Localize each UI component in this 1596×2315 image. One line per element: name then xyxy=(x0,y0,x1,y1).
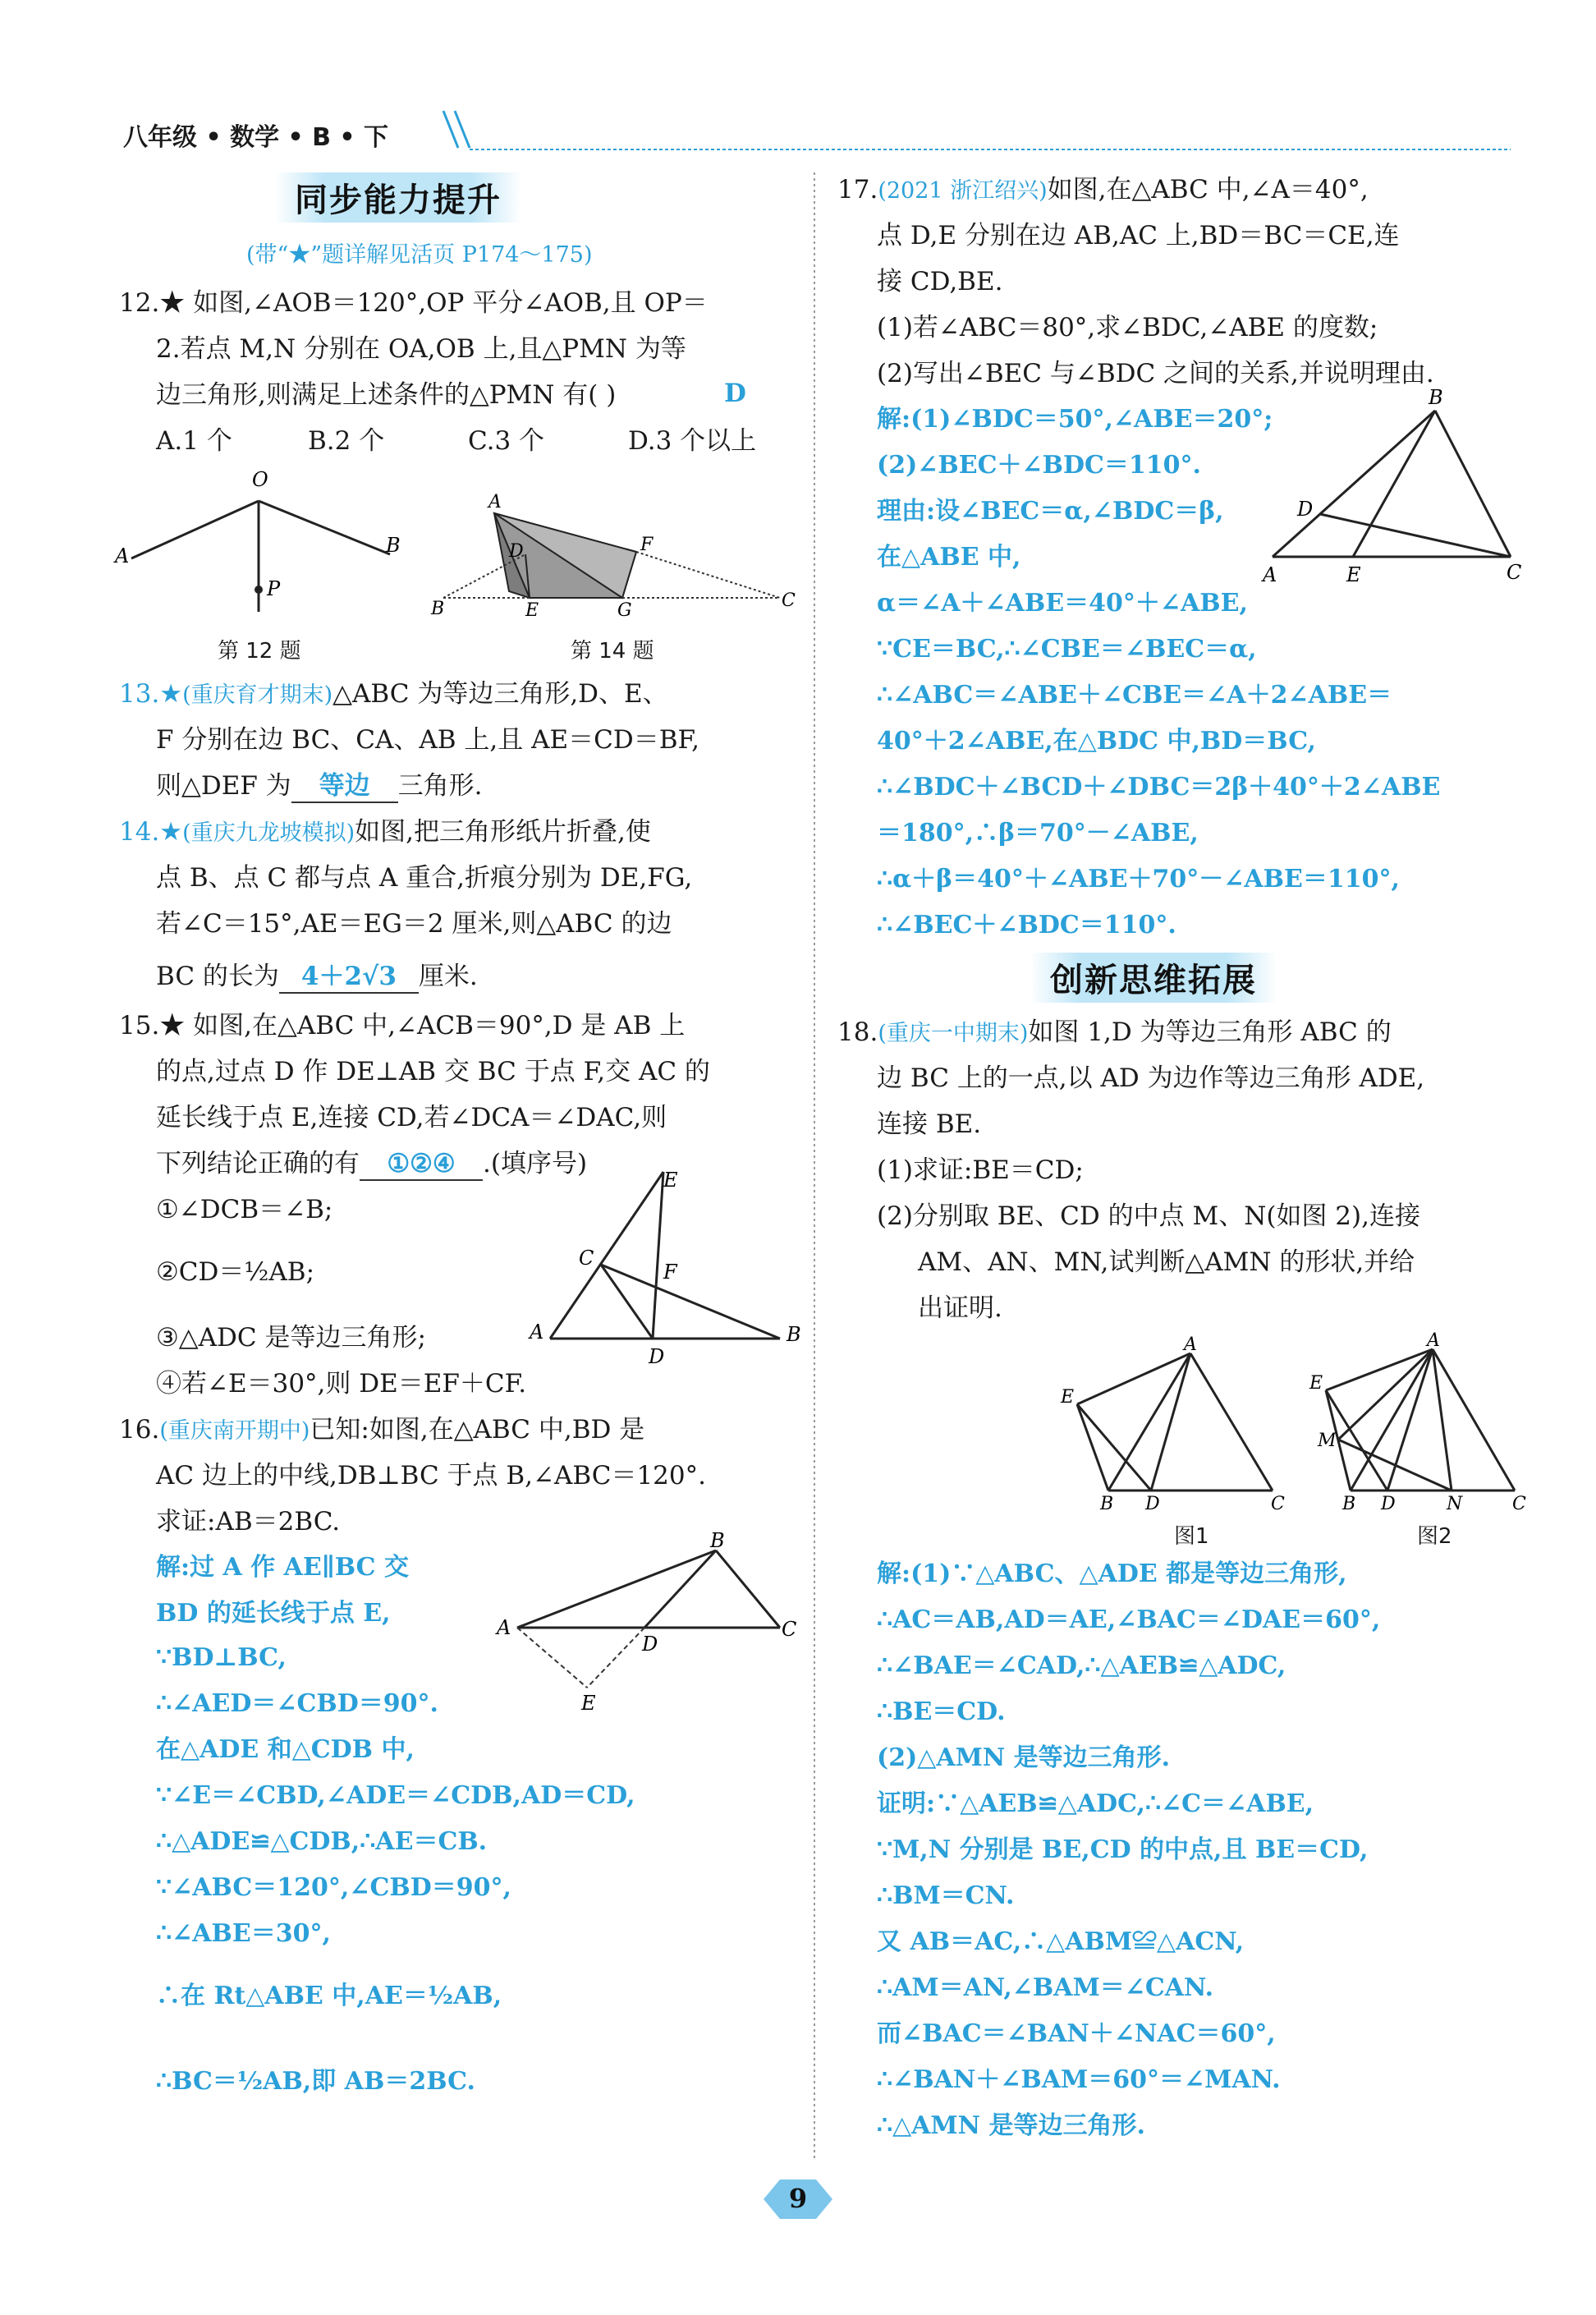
q18-sol-12: ∴∠BAN＋∠BAM＝60°＝∠MAN. xyxy=(877,2065,1281,2094)
q17-sol-1: 解:(1)∠BDC＝50°,∠ABE＝20°; xyxy=(877,405,1273,434)
q15-line-2: 的点,过点 D 作 DE⊥AB 交 BC 于点 F,交 AC 的 xyxy=(156,1057,710,1086)
q18-fig2-label-d: D xyxy=(1381,1494,1396,1514)
q14-text-4: BC 的长为 xyxy=(156,962,279,991)
q18-fig2-label-c: C xyxy=(1512,1494,1526,1514)
q17-line-4: (1)若∠ABC＝80°,求∠BDC,∠ABE 的度数; xyxy=(877,313,1378,342)
section-title-innovation: 创新思维拓展 xyxy=(1030,953,1277,1003)
q18-fig1-label-e: E xyxy=(1061,1387,1075,1408)
q15-label-c: C xyxy=(579,1247,594,1270)
q16-text-1: 已知:如图,在△ABC 中,BD 是 xyxy=(310,1415,645,1445)
header-rule xyxy=(443,107,1519,156)
q18-sol-6: 证明:∵△AEB≌△ADC,∴∠C＝∠ABE, xyxy=(877,1789,1314,1818)
q14-label-d: D xyxy=(509,541,524,562)
q12-option-a: A.1 个 xyxy=(156,426,232,456)
q16-line-3: 求证:AB＝2BC. xyxy=(156,1507,341,1536)
q18-fig1-label-b: B xyxy=(1100,1494,1114,1514)
q18-line-5: (2)分别取 BE、CD 的中点 M、N(如图 2),连接 xyxy=(877,1201,1420,1231)
q18-sol-1: 解:(1)∵△ABC、△ADE 都是等边三角形, xyxy=(877,1559,1347,1588)
q17-source: (2021 浙江绍兴) xyxy=(878,178,1048,204)
q16-label-e: E xyxy=(581,1692,596,1715)
q18-sol-11: 而∠BAC＝∠BAN＋∠NAC＝60°, xyxy=(877,2019,1276,2048)
q12-option-d: D.3 个以上 xyxy=(628,426,757,456)
q17-line-5: (2)写出∠BEC 与∠BDC 之间的关系,并说明理由. xyxy=(877,359,1434,388)
q12-label-b: B xyxy=(386,534,401,557)
q13-text-3: 则△DEF 为 xyxy=(156,771,291,801)
page-number: 9 xyxy=(788,2183,808,2214)
figure-q18-2 xyxy=(1305,1330,1535,1514)
q13-text-4: 三角形. xyxy=(397,771,483,801)
q18-line-3: 连接 BE. xyxy=(877,1109,982,1139)
q16-sol-2: BD 的延长线于点 E, xyxy=(156,1599,391,1628)
q16-label-c: C xyxy=(782,1618,797,1641)
q15-text-4: 下列结论正确的有 xyxy=(156,1149,360,1178)
q15-line-4 xyxy=(156,1148,587,1181)
q14-text-5: 厘米. xyxy=(418,962,478,991)
q16-sol-5: 在△ADE 和△CDB 中, xyxy=(156,1735,415,1764)
q17-line-1 xyxy=(837,174,1369,207)
q14-fig-caption: 第 14 题 xyxy=(571,639,654,664)
q12-line-3: 边三角形,则满足上述条件的△PMN 有( ) xyxy=(156,380,617,410)
q17-label-a: A xyxy=(1263,563,1277,586)
q18-sol-3: ∴∠BAE＝∠CAD,∴△AEB≌△ADC, xyxy=(877,1651,1286,1680)
q12-label-p: P xyxy=(267,577,281,600)
q17-sol-10: ＝180°,∴β＝70°－∠ABE, xyxy=(877,819,1199,847)
q17-text-1: 如图,在△ABC 中,∠A＝40°, xyxy=(1047,175,1369,204)
q16-label-b: B xyxy=(710,1529,725,1552)
q14-text-1: 如图,把三角形纸片折叠,使 xyxy=(355,817,651,847)
figure-q16 xyxy=(493,1529,813,1716)
q17-sol-9: ∴∠BDC＋∠BCD＋∠DBC＝2β＋40°＋2∠ABE xyxy=(877,773,1441,802)
q17-sol-7: ∴∠ABC＝∠ABE＋∠CBE＝∠A＋2∠ABE＝ xyxy=(877,681,1392,710)
q17-sol-2: (2)∠BEC＋∠BDC＝110°. xyxy=(877,451,1201,480)
q15-label-b: B xyxy=(787,1323,801,1346)
q18-sol-13: ∴△AMN 是等边三角形. xyxy=(877,2111,1145,2140)
q17-sol-4: 在△ABE 中, xyxy=(877,543,1021,572)
q12-label-a: A xyxy=(115,544,130,567)
q16-sol-10: ∴在 Rt△ABE 中,AE＝½AB, xyxy=(156,1982,502,2010)
q15-label-f: F xyxy=(663,1261,677,1284)
q15-label-a: A xyxy=(530,1321,544,1344)
q18-line-1 xyxy=(837,1017,1392,1050)
q14-label-g: G xyxy=(617,600,632,621)
q12-line-2: 2.若点 M,N 分别在 OA,OB 上,且△PMN 为等 xyxy=(156,334,686,364)
figure-q18-1 xyxy=(1059,1334,1297,1514)
q14-source: (重庆九龙坡模拟) xyxy=(182,820,355,846)
q17-sol-6: ∵CE＝BC,∴∠CBE＝∠BEC＝α, xyxy=(877,635,1257,664)
q18-sol-7: ∵M,N 分别是 BE,CD 的中点,且 BE＝CD, xyxy=(877,1835,1369,1864)
q16-num: 16. xyxy=(119,1415,160,1445)
q13-num: 13.★ xyxy=(119,679,183,709)
q15-line-3: 延长线于点 E,连接 CD,若∠DCA＝∠DAC,则 xyxy=(156,1103,667,1132)
q16-line-1 xyxy=(119,1414,644,1447)
q18-fig1-label-c: C xyxy=(1271,1494,1285,1514)
q16-source: (重庆南开期中) xyxy=(159,1418,310,1444)
q14-answer: 4＋2√3 xyxy=(279,961,419,994)
q17-sol-11: ∴α＋β＝40°＋∠ABE＋70°－∠ABE＝110°, xyxy=(877,865,1400,893)
q16-sol-6: ∵∠E＝∠CBD,∠ADE＝∠CDB,AD＝CD, xyxy=(156,1781,635,1810)
q14-line-3: 若∠C＝15°,AE＝EG＝2 厘米,则△ABC 的边 xyxy=(156,909,672,939)
q16-line-2: AC 边上的中线,DB⊥BC 于点 B,∠ABC＝120°. xyxy=(156,1461,706,1491)
q18-fig2-label-e: E xyxy=(1309,1373,1323,1394)
q17-sol-3: 理由:设∠BEC＝α,∠BDC＝β, xyxy=(877,497,1224,526)
section-note: (带“★”题详解见活页 P174～175) xyxy=(246,242,593,268)
q18-sol-4: ∴BE＝CD. xyxy=(877,1697,1006,1726)
q18-sol-10: ∴AM＝AN,∠BAM＝∠CAN. xyxy=(877,1973,1214,2002)
q12-option-b: B.2 个 xyxy=(308,426,385,456)
q18-sol-2: ∴AC＝AB,AD＝AE,∠BAC＝∠DAE＝60°, xyxy=(877,1605,1381,1634)
q16-sol-9: ∴∠ABE＝30°, xyxy=(156,1919,331,1948)
q18-sol-8: ∴BM＝CN. xyxy=(877,1881,1015,1910)
q17-label-c: C xyxy=(1507,561,1522,584)
column-divider xyxy=(813,172,816,2160)
q15-label-d: D xyxy=(649,1345,665,1368)
q17-label-e: E xyxy=(1346,563,1361,586)
q16-sol-1: 解:过 A 作 AE∥BC 交 xyxy=(156,1553,409,1582)
q14-label-c: C xyxy=(782,590,796,611)
q14-label-a: A xyxy=(488,492,502,512)
q14-line-1 xyxy=(119,816,651,849)
q14-num: 14.★ xyxy=(119,817,183,847)
q15-answer: ①②④ xyxy=(360,1148,483,1181)
header-title: 八年级 • 数学 • B • 下 xyxy=(123,123,389,152)
q18-fig1-label-d: D xyxy=(1145,1494,1160,1514)
q15-item-1: ①∠DCB＝∠B; xyxy=(156,1195,333,1224)
q17-line-2: 点 D,E 分别在边 AB,AC 上,BD＝BC＝CE,连 xyxy=(877,221,1400,250)
q15-label-e: E xyxy=(663,1169,678,1192)
q18-fig2-label-n: N xyxy=(1447,1494,1463,1514)
q13-line-1 xyxy=(119,678,668,711)
q18-fig2-label-a: A xyxy=(1427,1330,1440,1351)
q13-text-1: △ABC 为等边三角形,D、E、 xyxy=(332,679,668,709)
q16-sol-8: ∵∠ABC＝120°,∠CBD＝90°, xyxy=(156,1873,511,1902)
q16-sol-4: ∴∠AED＝∠CBD＝90°. xyxy=(156,1689,438,1718)
q15-item-4: ④若∠E＝30°,则 DE＝EF＋CF. xyxy=(156,1369,527,1399)
q18-source: (重庆一中期末) xyxy=(878,1021,1029,1046)
q18-line-6: AM、AN、MN,试判断△AMN 的形状,并给 xyxy=(918,1247,1415,1277)
q12-line-1: 12.★ 如图,∠AOB＝120°,OP 平分∠AOB,且 OP＝ xyxy=(119,288,708,318)
q13-line-2: F 分别在边 BC、CA、AB 上,且 AE＝CD＝BF, xyxy=(156,725,700,755)
figure-q15 xyxy=(525,1162,813,1367)
q17-sol-8: 40°＋2∠ABE,在△BDC 中,BD＝BC, xyxy=(877,727,1316,756)
q18-fig1-label-a: A xyxy=(1184,1334,1197,1355)
q18-fig1-caption: 图1 xyxy=(1174,1524,1209,1549)
q15-item-2: ②CD＝½AB; xyxy=(156,1257,315,1287)
q12-label-o: O xyxy=(252,468,268,491)
q18-line-2: 边 BC 上的一点,以 AD 为边作等边三角形 ADE, xyxy=(877,1063,1425,1093)
q18-line-4: (1)求证:BE＝CD; xyxy=(877,1155,1084,1185)
figure-q17 xyxy=(1248,386,1527,591)
q17-line-3: 接 CD,BE. xyxy=(877,267,1003,296)
q15-item-3: ③△ADC 是等边三角形; xyxy=(156,1323,426,1353)
q17-sol-12: ∴∠BEC＋∠BDC＝110°. xyxy=(877,911,1176,939)
q13-answer: 等边 xyxy=(291,770,398,803)
q15-line-1: 15.★ 如图,在△ABC 中,∠ACB＝90°,D 是 AB 上 xyxy=(119,1011,686,1040)
q13-source: (重庆育才期末) xyxy=(182,682,333,708)
q16-label-a: A xyxy=(497,1616,511,1639)
q16-sol-7: ∴△ADE≌△CDB,∴AE＝CB. xyxy=(156,1827,488,1856)
q16-label-d: D xyxy=(642,1633,658,1656)
q12-answer: D xyxy=(724,379,746,408)
q18-fig2-caption: 图2 xyxy=(1417,1524,1452,1549)
q14-label-e: E xyxy=(525,600,539,621)
figure-q14 xyxy=(427,493,805,632)
q12-fig-caption: 第 12 题 xyxy=(218,639,301,664)
q16-sol-3: ∵BD⊥BC, xyxy=(156,1643,287,1672)
q18-text-1: 如图 1,D 为等边三角形 ABC 的 xyxy=(1028,1017,1392,1047)
q18-sol-9: 又 AB＝AC,∴△ABM≌△ACN, xyxy=(877,1927,1245,1956)
q15-text-5: .(填序号) xyxy=(483,1149,588,1178)
q14-label-b: B xyxy=(431,599,445,619)
q17-label-d: D xyxy=(1297,498,1314,521)
q18-fig2-label-m: M xyxy=(1318,1431,1337,1451)
q16-sol-11: ∴BC＝½AB,即 AB＝2BC. xyxy=(156,2067,475,2096)
section-title-sync: 同步能力提升 xyxy=(275,172,521,223)
q13-line-3 xyxy=(156,770,483,803)
q17-sol-5: α＝∠A＋∠ABE＝40°＋∠ABE, xyxy=(877,589,1248,618)
q17-num: 17. xyxy=(837,175,878,204)
q17-label-b: B xyxy=(1429,386,1443,409)
q14-line-4 xyxy=(156,961,478,994)
page-header xyxy=(123,117,388,153)
q18-num: 18. xyxy=(837,1017,878,1047)
figure-q12 xyxy=(107,468,419,632)
q18-sol-5: (2)△AMN 是等边三角形. xyxy=(877,1743,1171,1772)
q12-option-c: C.3 个 xyxy=(468,426,545,456)
q18-fig2-label-b: B xyxy=(1342,1494,1356,1514)
q14-line-2: 点 B、点 C 都与点 A 重合,折痕分别为 DE,FG, xyxy=(156,863,693,893)
q14-label-f: F xyxy=(640,535,654,555)
q18-line-7: 出证明. xyxy=(918,1293,1002,1323)
